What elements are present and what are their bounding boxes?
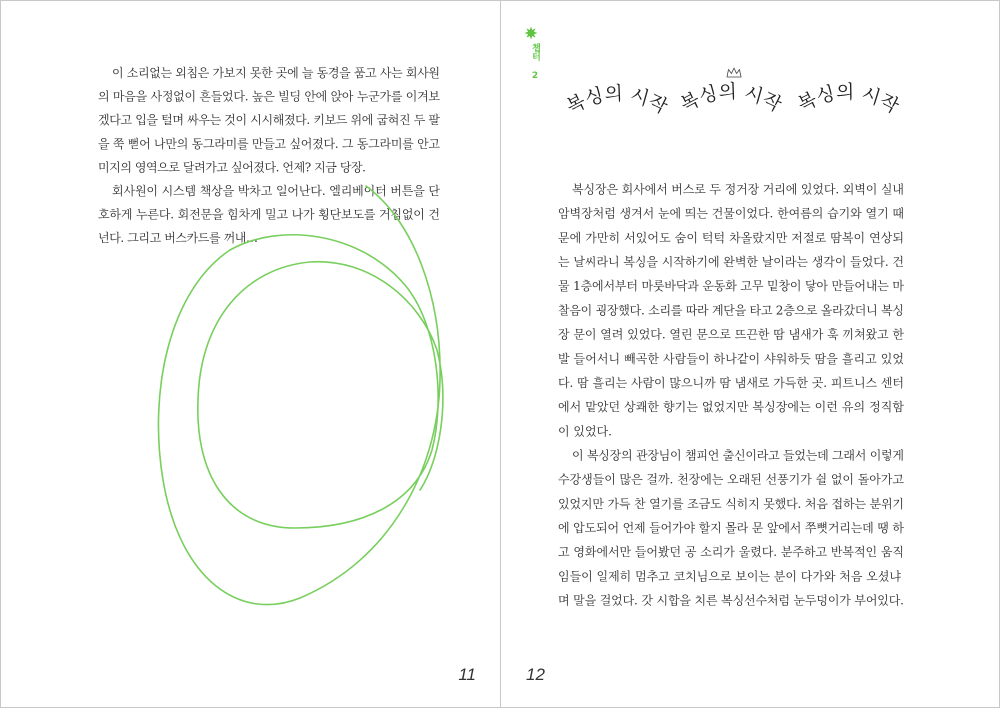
paragraph bbox=[558, 448, 904, 608]
chapter-title-text: 복싱의 시작 bbox=[794, 81, 903, 118]
body-line: 발 들어서니 빼곡한 사람들이 하나같이 샤워하듯 땀을 흘리고 있었 bbox=[558, 351, 904, 366]
body-line: 고 영화에서만 들어봤던 공 소리가 울렸다. 분주하고 반복적인 움직 bbox=[558, 545, 904, 560]
body-line: 는 날씨라니 복싱을 시작하기에 완벽한 날이라는 생각이 들었다. 건 bbox=[558, 255, 904, 269]
right-page-body bbox=[558, 182, 904, 608]
chapter-title bbox=[563, 68, 903, 119]
body-line: 미지의 영역으로 달려가고 싶어졌다. 언제? 지금 당장. bbox=[98, 160, 366, 175]
paragraph bbox=[558, 182, 904, 439]
body-line: 에서 맡았던 상쾌한 향기는 없었지만 복싱장에는 이런 유의 정직함 bbox=[558, 400, 904, 415]
body-line: 며 말을 걸었다. 갓 시합을 치른 복싱선수처럼 눈두덩이가 부어있다. bbox=[558, 593, 904, 608]
body-line: 을 쭉 뻗어 나만의 동그라미를 만들고 싶어졌다. 그 동그라미를 안고 bbox=[98, 136, 440, 151]
body-line: 임들이 일제히 멈추고 코치님으로 보이는 분이 다가와 처음 오셨냐 bbox=[558, 569, 901, 584]
paragraph bbox=[98, 65, 440, 174]
page-number: 12 bbox=[526, 665, 545, 684]
star-icon bbox=[525, 27, 538, 40]
green-scribble-loops bbox=[158, 186, 442, 605]
body-line: 문에 가만히 서있어도 숨이 턱턱 차올랐지만 저절로 땀복이 연상되 bbox=[558, 230, 904, 245]
body-line: 이 있었다. bbox=[558, 424, 612, 439]
page-number: 11 bbox=[458, 665, 476, 684]
body-line: 에 압도되어 언제 들어가야 할지 몰라 문 앞에서 쭈뼛거리는데 땡 하 bbox=[558, 521, 904, 535]
body-line: 의 마음을 사정없이 흔들었다. 높은 빌딩 안에 앉아 누군가를 이겨보 bbox=[98, 89, 440, 104]
body-line: 수강생들이 많은 걸까. 천장에는 오래된 선풍기가 쉴 없이 돌아가고 bbox=[558, 472, 904, 487]
body-line: 장 문이 열려 있었다. 열린 문으로 뜨끈한 땀 냄새가 훅 끼쳐왔고 한 bbox=[558, 327, 904, 342]
body-line: 이 복싱장의 관장님이 챔피언 출신이라고 들었는데 그래서 이렇게 bbox=[572, 448, 904, 463]
chapter-title-text: 복싱의 시작 bbox=[563, 82, 671, 119]
chapter-title-arc bbox=[677, 81, 786, 117]
left-page-body bbox=[98, 65, 440, 245]
crown-doodle-icon bbox=[727, 68, 741, 77]
body-line: 찰음이 굉장했다. 소리를 따라 계단을 타고 2층으로 올라갔더니 복싱 bbox=[558, 303, 904, 318]
body-line: 호하게 누른다. 회전문을 힘차게 밀고 나가 횡단보도를 거침없이 건 bbox=[98, 207, 440, 222]
body-line: 회사원이 시스템 책상을 박차고 일어난다. 엘리베이터 버튼을 단 bbox=[112, 184, 440, 198]
body-line: 있었지만 가득 찬 열기를 조금도 식히지 못했다. 처음 접하는 분위기 bbox=[558, 496, 904, 511]
body-line: 복싱장은 회사에서 버스로 두 정거장 거리에 있었다. 외벽이 실내 bbox=[572, 182, 904, 197]
body-line: 물 1층에서부터 마룻바닥과 운동화 고무 밑창이 닿아 만들어내는 마 bbox=[558, 279, 904, 294]
body-line: 암벽장처럼 생겨서 눈에 띄는 건물이었다. 한여름의 습기와 열기 때 bbox=[558, 206, 904, 221]
chapter-label: 챕터 2 bbox=[530, 43, 540, 81]
body-line: 넌다. 그리고 버스카드를 꺼내… bbox=[98, 231, 258, 246]
chapter-title-text: 복싱의 시작 bbox=[677, 80, 785, 117]
chapter-title-arc bbox=[794, 81, 903, 118]
chapter-title-arc bbox=[563, 83, 672, 119]
body-line: 다. 땀 흘리는 사람이 많으니까 땀 냄새로 가득한 곳. 피트니스 센터 bbox=[558, 375, 904, 390]
body-line: 겠다고 입을 털며 싸우는 것이 시시해졌다. 키보드 위에 굽혀진 두 팔 bbox=[98, 113, 440, 128]
body-line: 이 소리없는 외침은 가보지 못한 곳에 늘 동경을 품고 사는 회사원 bbox=[112, 66, 440, 80]
